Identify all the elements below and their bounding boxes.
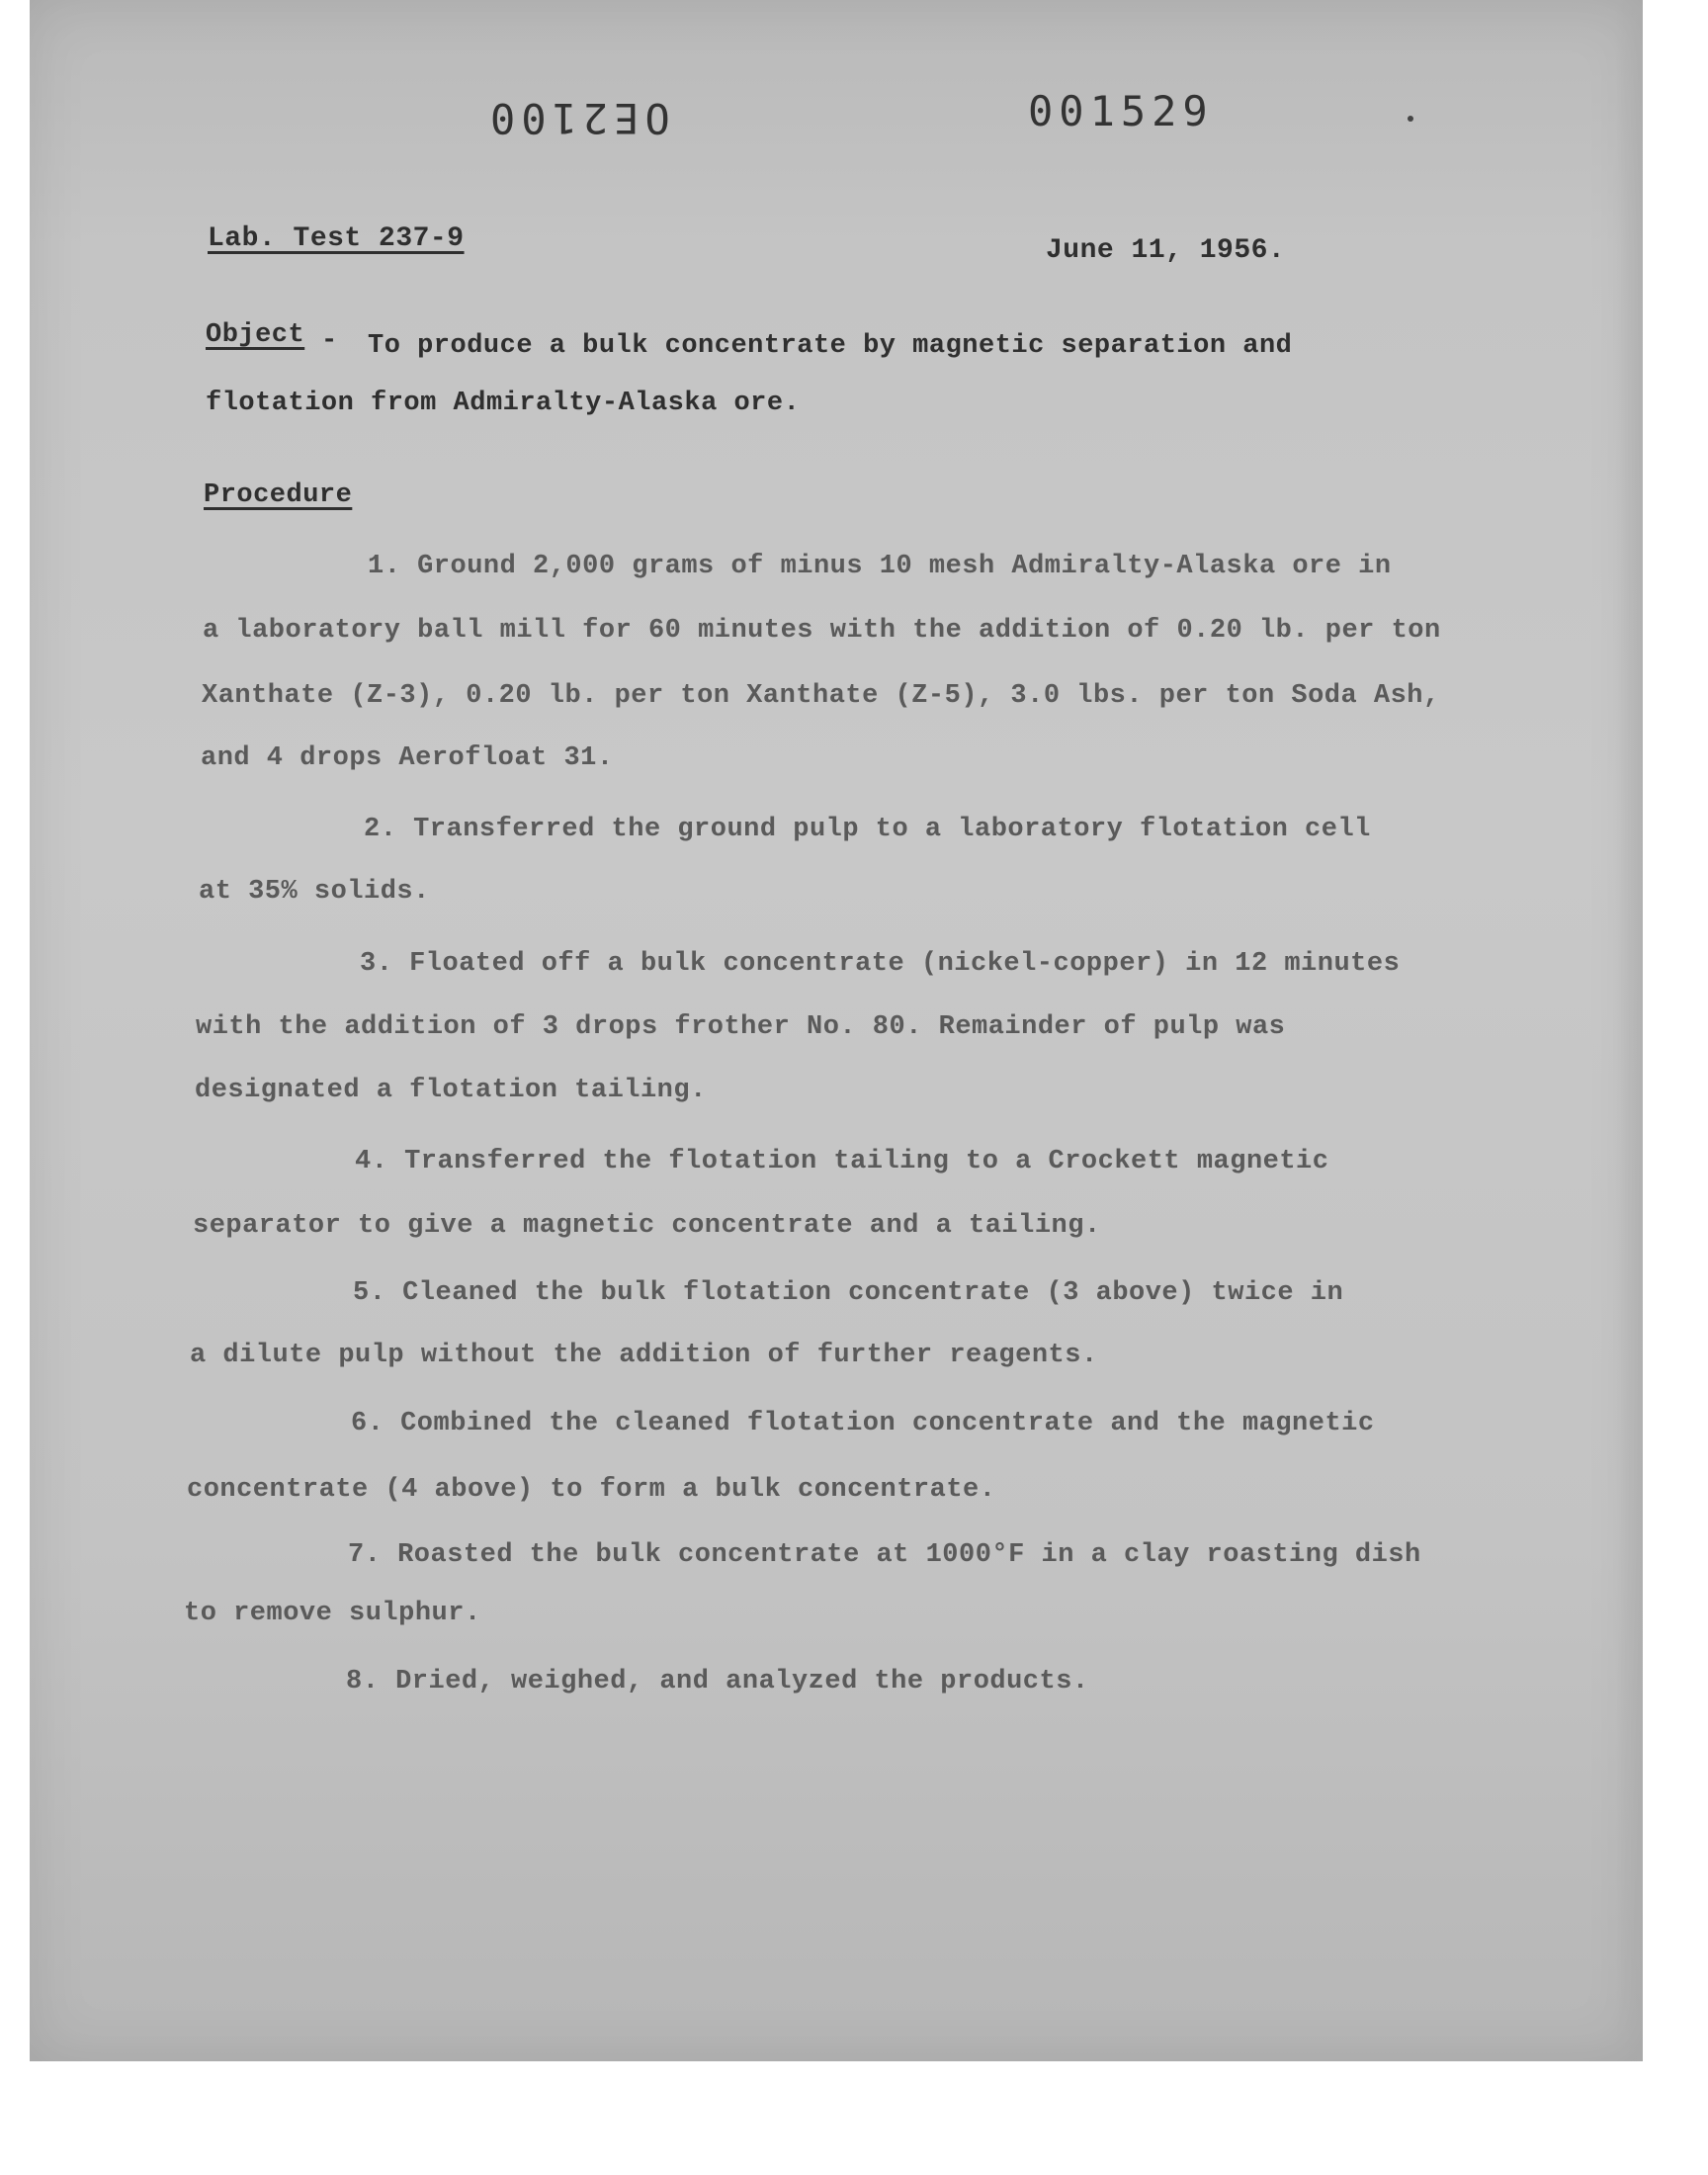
procedure-line: Xanthate (Z-3), 0.20 lb. per ton Xanthate (Z-5), 3.0 lbs. per ton Soda Ash,: [202, 681, 1440, 711]
object-label: Object: [206, 320, 305, 350]
procedure-line: to remove sulphur.: [184, 1599, 481, 1628]
procedure-line: 5. Cleaned the bulk flotation concentrate (3 above) twice in: [353, 1278, 1344, 1308]
paper-edge-shadow: [1615, 0, 1643, 2061]
procedure-line: separator to give a magnetic concentrate and a tailing.: [193, 1211, 1101, 1241]
procedure-line: designated a flotation tailing.: [195, 1076, 707, 1105]
object-dash: -: [321, 326, 338, 356]
lab-test-title: Lab. Test 237-9: [208, 223, 465, 254]
procedure-heading: Procedure: [204, 480, 353, 510]
stamp-number-right: 001529: [1028, 87, 1214, 135]
procedure-line: concentrate (4 above) to form a bulk concentrate.: [187, 1475, 996, 1505]
procedure-line: with the addition of 3 drops frother No. 80. Remainder of pulp was: [196, 1012, 1286, 1042]
procedure-line: 6. Combined the cleaned flotation concentrate and the magnetic: [351, 1409, 1375, 1438]
procedure-line: a laboratory ball mill for 60 minutes with the addition of 0.20 lb. per ton: [203, 616, 1441, 646]
procedure-line: and 4 drops Aerofloat 31.: [201, 743, 614, 773]
procedure-line: 7. Roasted the bulk concentrate at 1000°F in a clay roasting dish: [348, 1540, 1421, 1570]
procedure-line: a dilute pulp without the addition of further reagents.: [190, 1341, 1098, 1370]
stamp-number-left: OE2100: [484, 94, 670, 142]
ink-dot: [1408, 116, 1413, 122]
procedure-line: 1. Ground 2,000 grams of minus 10 mesh Admiralty-Alaska ore in: [368, 552, 1392, 581]
object-line-1: To produce a bulk concentrate by magnetic separation and: [368, 331, 1293, 361]
procedure-line: at 35% solids.: [199, 877, 430, 907]
procedure-line: 3. Floated off a bulk concentrate (nickel-copper) in 12 minutes: [360, 949, 1401, 979]
procedure-line: 8. Dried, weighed, and analyzed the products.: [346, 1667, 1089, 1696]
procedure-line: 4. Transferred the flotation tailing to a Crockett magnetic: [355, 1147, 1329, 1176]
procedure-line: 2. Transferred the ground pulp to a laboratory flotation cell: [364, 815, 1371, 844]
document-date: June 11, 1956.: [1046, 235, 1286, 266]
object-line-2: flotation from Admiralty-Alaska ore.: [206, 389, 801, 418]
